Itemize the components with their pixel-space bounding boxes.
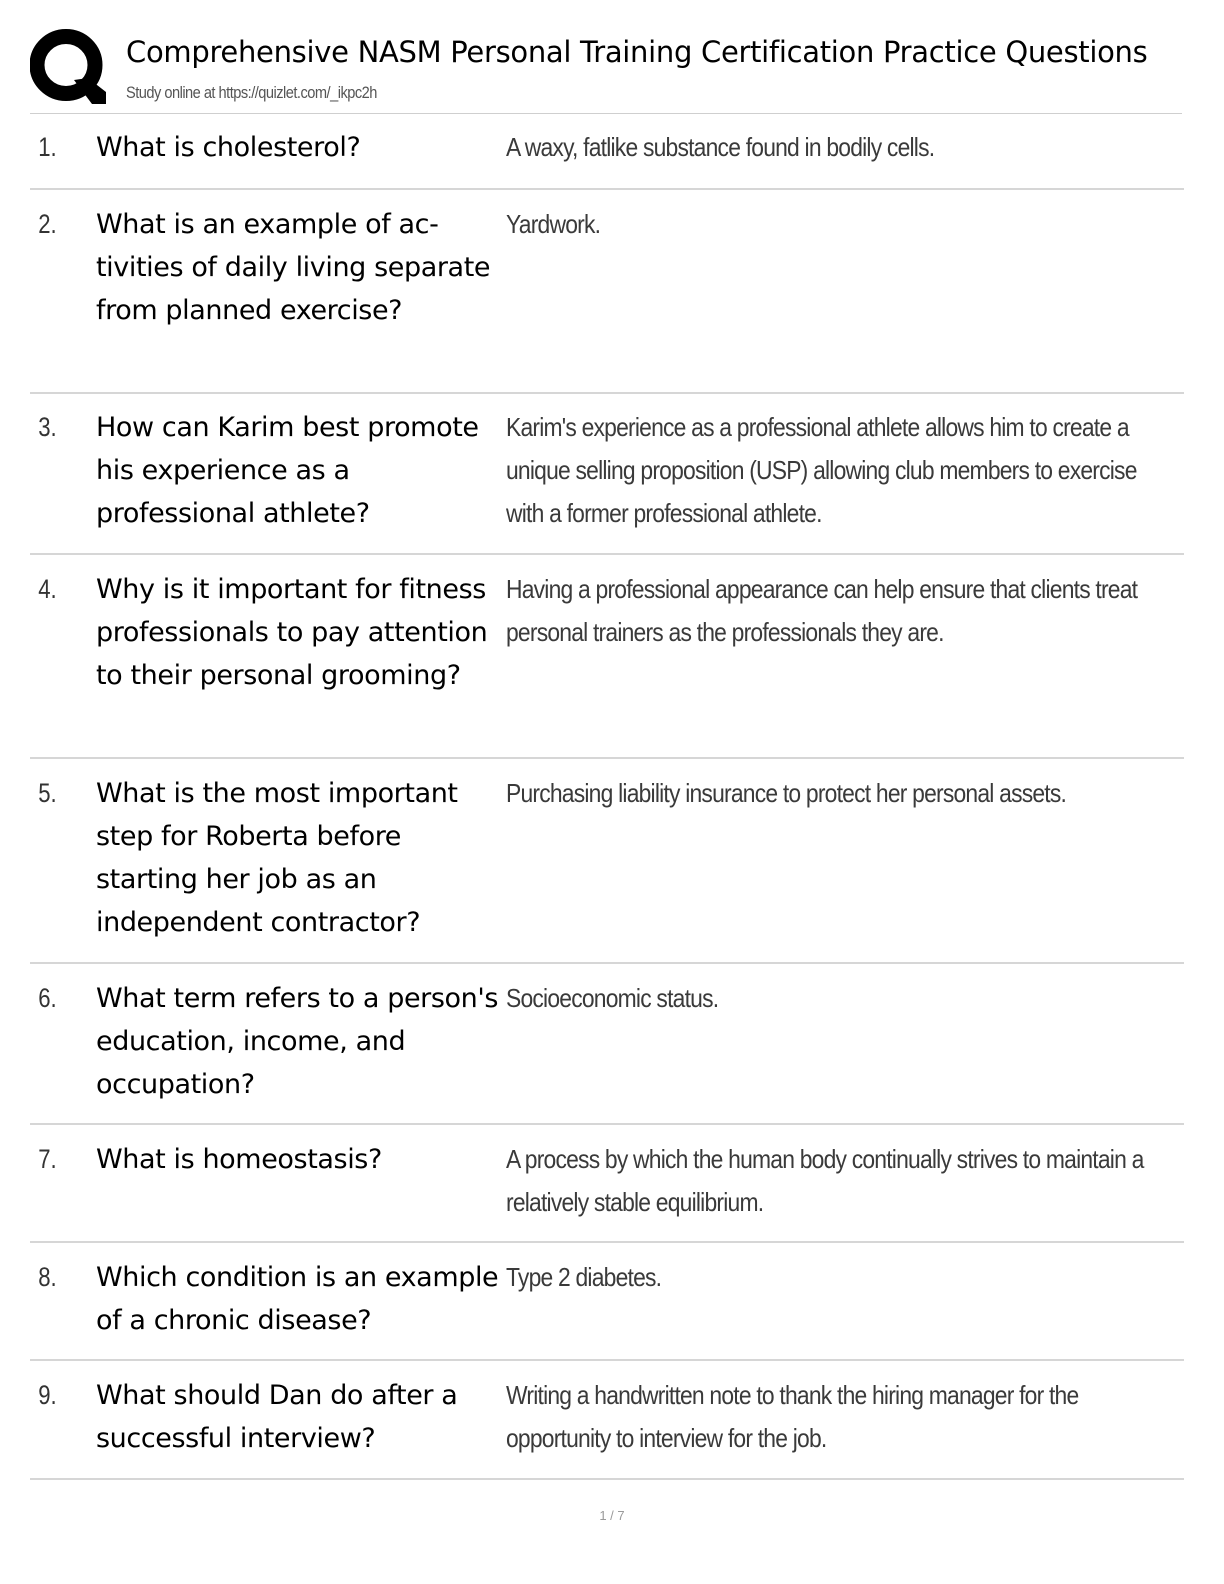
- flashcard-row: [30, 964, 1184, 1125]
- flashcard-row: [30, 394, 1184, 555]
- card-definition: Having a professional appearance can help ensure that clients treat personal trainers as the professionals they are.: [506, 574, 1138, 647]
- flashcard-row: [30, 759, 1184, 964]
- card-number: 2.: [38, 209, 57, 239]
- card-term: Which condition is an example of a chronic disease?: [96, 1262, 499, 1336]
- flashcard-row: [30, 114, 1184, 190]
- study-online-link[interactable]: Study online at https://quizlet.com/_ikpc2h: [126, 83, 377, 102]
- card-number: 6.: [38, 983, 57, 1013]
- card-number: 5.: [38, 778, 57, 808]
- card-term: What is cholesterol?: [96, 132, 361, 163]
- flashcard-row: [30, 1125, 1184, 1243]
- flashcard-row: [30, 1243, 1184, 1361]
- flashcard-row: [30, 1361, 1184, 1480]
- quizlet-q-logo-icon: [30, 28, 106, 106]
- card-number: 4.: [38, 574, 57, 604]
- card-term: What is homeostasis?: [96, 1144, 382, 1175]
- card-definition: Type 2 diabetes.: [506, 1262, 662, 1292]
- card-term: What is an example of activities of daily living separate from planned exercise?: [96, 209, 491, 326]
- card-definition: A process by which the human body continually strives to maintain a relatively stable equilibrium.: [506, 1144, 1144, 1217]
- page-header: [30, 28, 1205, 112]
- card-definition: Writing a handwritten note to thank the hiring manager for the opportunity to interview for the job.: [506, 1380, 1079, 1453]
- card-term: How can Karim best promote his experience as a professional athlete?: [96, 412, 479, 529]
- card-definition: Karim's experience as a professional athlete allows him to create a unique selling proposition (USP) allowing club members to exercise with a former professional athlete.: [506, 412, 1137, 528]
- card-term: What should Dan do after a successful interview?: [96, 1380, 458, 1454]
- card-number: 1.: [38, 132, 57, 162]
- card-term: What term refers to a person's education, income, and occupation?: [96, 983, 499, 1100]
- card-number: 7.: [38, 1144, 57, 1174]
- card-number: 9.: [38, 1380, 57, 1410]
- card-number: 3.: [38, 412, 57, 442]
- card-definition: Purchasing liability insurance to protect her personal assets.: [506, 778, 1067, 808]
- card-number: 8.: [38, 1262, 57, 1292]
- page-title: Comprehensive NASM Personal Training Certification Practice Questions: [126, 35, 1148, 69]
- flashcard-list: [30, 114, 1184, 1480]
- card-definition: Yardwork.: [506, 209, 601, 239]
- page-number: 1 / 7: [599, 1508, 625, 1523]
- flashcard-row: [30, 555, 1184, 759]
- card-term: Why is it important for fitness professionals to pay attention to their personal grooming?: [96, 574, 488, 691]
- card-term: What is the most important step for Roberta before starting her job as an independent contractor?: [96, 778, 458, 938]
- card-definition: Socioeconomic status.: [506, 983, 719, 1013]
- card-definition: A waxy, fatlike substance found in bodily cells.: [506, 132, 935, 162]
- flashcard-row: [30, 190, 1184, 394]
